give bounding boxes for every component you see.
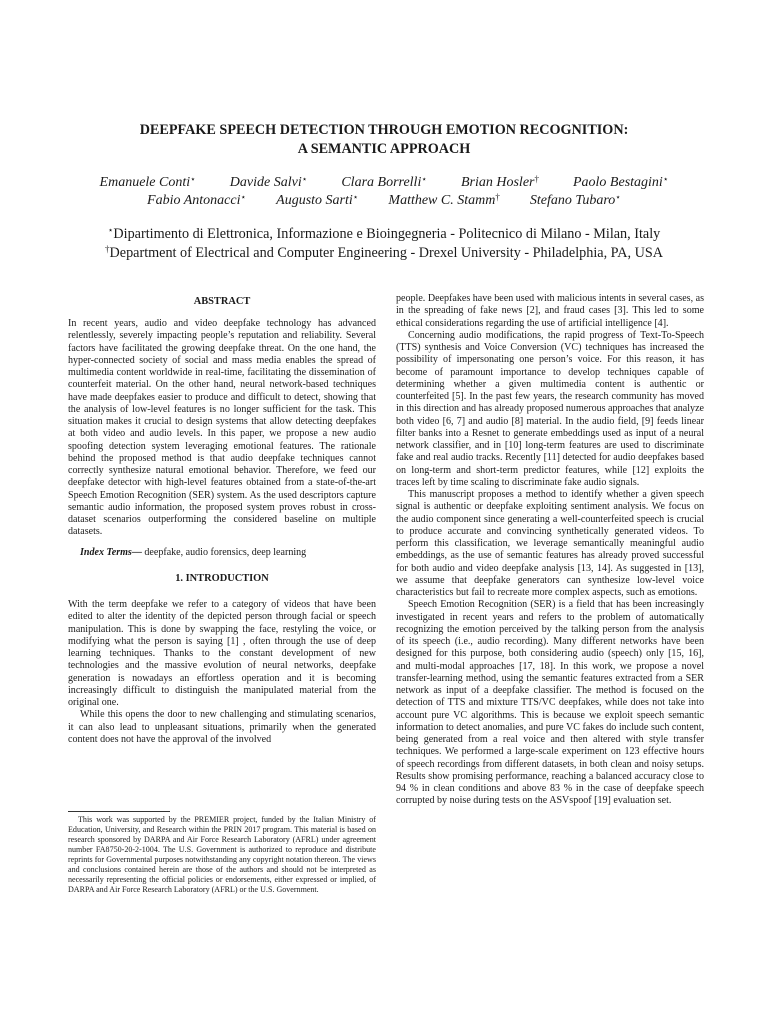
author: Brian Hosler† — [460, 174, 539, 190]
left-column — [68, 293, 376, 746]
right-paragraph-3: This manuscript proposes a method to identify whether a given speech signal is authentic or deepfake exploiting sentiment analysis. We focus on the audio component since generating a well-counterfeited speech is crucial to produce accurate and convincing synthetically generated videos. To perform this classification, we leverage semantically meaningful audio embeddings, as the use of semantic features has already proved successful for both audio and video deepfake analysis [13, 14]. As suggested in [13], we assume that deepfake generators can synthesize low-level voice characteristics but fail to recreate more complex aspects, such as emotions. — [396, 489, 704, 598]
author-list-row-2 — [0, 193, 768, 209]
right-paragraph-4: Speech Emotion Recognition (SER) is a field that has been increasingly investigated in recent years and refers to the problem of automatically recognizing the emotion perceived by the talking person from the analysis of its speech (i.e., audio recording). Many different networks have been designed for this purpose, both considering audio (speech) only [15, 16], and multi-modal approaches [17, 18]. In this work, we propose a novel transfer-learning method, using the semantic features extracted from a SER network as input of a deepfake classifier. The method is focused on the detection of TTS and mixture TTS/VC deepfakes, while does not take into account pure VC algorithms. This is because we exploit speech semantic information to detect anomalies, and pure VC fakes do include such content, being generated from a real voice and then altered with style transfer techniques. We performed a large-scale experiment on 123 effective hours of speech recordings from different datasets, in both clean and noisy setups. Results show promising performance, reaching a balanced accuracy close to 94 % in clean conditions and above 83 % in the case of deepfake speech corrupted by noise during tests on the ASVspoof [19] evaluation set. — [396, 599, 704, 807]
introduction-heading: 1. INTRODUCTION — [175, 572, 269, 584]
title-line-1: DEEPFAKE SPEECH DETECTION THROUGH EMOTION RECOGNITION: — [139, 122, 629, 138]
abstract-heading: ABSTRACT — [193, 296, 251, 307]
author-list-row-1 — [0, 175, 768, 191]
right-paragraph-2: Concerning audio modifications, the rapid progress of Text-To-Speech (TTS) synthesis and Voice Conversion (VC) techniques has increased the possibility of impersonating one person’s voice. For this reason, it has become of paramount importance to develop techniques capable of determining whether a given multimedia content is authentic or counterfeited [5]. In the past few years, the research community has moved in this direction and has already proposed numerous approaches that analyze both video [6, 7] and audio [8] material. In the audio field, [9] feeds linear filter banks into a Resnet to generate embeddings used as input of a neural network classifier, and in [10] long-term features are used to discriminate fake and real audio tracks. Recently [11] detected for audio deepfakes based on long-term and short-term predictor features, while [12] exploits the traces left by time scaling to discriminate fake audio signals. — [396, 329, 704, 488]
footnote-divider — [68, 811, 170, 812]
author: Clara Borrelli⋆ — [341, 174, 427, 190]
intro-paragraph-1: With the term deepfake we refer to a category of videos that have been edited to alter the identity of the depicted person through facial or speech manipulation. This is done by swapping the face, restyling the voice, or modifying what the person is saying [1] , often through the use of deep learning techniques. Thanks to the constant development of new technologies and the massive evolution of neural networks, deepfake generation is nowadays an effortless operation and it is becoming increasingly difficult to distinguish the manipulated material from the original one. — [68, 599, 376, 708]
author: Matthew C. Stamm† — [388, 192, 500, 208]
affiliation-drexel: †Department of Electrical and Computer Engineering - Drexel University - Philadelphia, PA, USA — [105, 244, 663, 261]
right-column — [396, 293, 704, 808]
author: Augusto Sarti⋆ — [276, 192, 359, 208]
affiliation-polimi: ⋆Dipartimento di Elettronica, Informazione e Bioingegneria - Politecnico di Milano - Milan, Italy — [107, 225, 661, 242]
author: Emanuele Conti⋆ — [99, 174, 196, 190]
right-paragraph-1: people. Deepfakes have been used with malicious intents in several cases, as in the spreading of fake news [2], and fraud cases [3]. This led to some ethical considerations regarding the use of artificial intelligence [4]. — [396, 293, 704, 329]
author: Stefano Tubaro⋆ — [529, 192, 621, 208]
intro-paragraph-2: While this opens the door to new challenging and stimulating scenarios, it can also lead to unpleasant situations, primarily when the generated content does not have the approval of the involved — [68, 709, 376, 745]
footnote — [68, 815, 376, 895]
paper-title — [0, 121, 768, 159]
author: Fabio Antonacci⋆ — [147, 192, 247, 208]
footnote-text: This work was supported by the PREMIER project, funded by the Italian Ministry of Education, University, and Research within the PRIN 2017 program. This material is based on research sponsored by DARPA and Air Force Research Laboratory (AFRL) under agreement number FA8750-20-2-1004. The U.S. Government is authorized to reproduce and distribute reprints for Governmental purposes notwithstanding any copyright notation thereon. The views and conclusions contained herein are those of the authors and should not be interpreted as necessarily representing the official policies or endorsements, either expressed or implied, of DARPA and Air Force Research Laboratory (AFRL) or the U.S. Government. — [68, 815, 376, 895]
author: Davide Salvi⋆ — [229, 174, 308, 190]
index-terms: Index Terms— deepfake, audio forensics, deep learning — [80, 546, 307, 558]
title-line-2: A SEMANTIC APPROACH — [297, 141, 471, 157]
abstract-text: In recent years, audio and video deepfake technology has advanced relentlessly, severely impacting people’s reputation and reliability. Several factors have facilitated the growing deepfake threat. On the one hand, the hyper-connected society of social and mass media enables the spread of multimedia content worldwide in real-time, facilitating the dissemination of counterfeit material. On the other hand, neural network-based techniques have made deepfakes easier to produce and difficult to detect, showing that the analysis of low-level features is no longer sufficient for the task. This situation makes it crucial to design systems that allow detecting deepfakes at both video and audio levels. In this paper, we propose a new audio spoofing detection system leveraging emotional features. The rationale behind the proposed method is that audio deepfake techniques cannot correctly synthesize natural emotional behavior. Therefore, we feed our deepfake detector with high-level features obtained from a state-of-the-art Speech Emotion Recognition (SER) system. As the used descriptors capture semantic audio information, the proposed system proves robust in cross-dataset scenarios outperforming the considered baseline on multiple datasets. — [68, 318, 376, 538]
author: Paolo Bestagini⋆ — [572, 174, 669, 190]
